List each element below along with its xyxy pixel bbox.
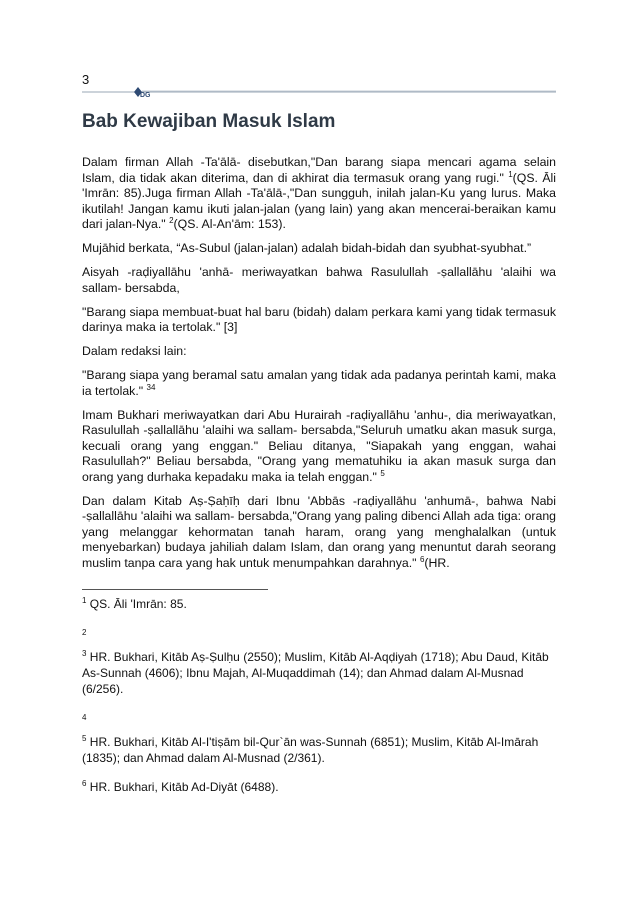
page-title: Bab Kewajiban Masuk Islam xyxy=(82,111,336,132)
paragraph: Aisyah -raḍiyallāhu 'anhā- meriwayatkan bahwa Rasulullah -ṣallallāhu 'alaihi wa sallam- bersabda, xyxy=(82,265,556,295)
footnote-ref[interactable]: 1 xyxy=(508,169,513,179)
paragraph-text: (QS. Al-An'ām: 153). xyxy=(173,217,286,231)
footnote xyxy=(82,625,556,637)
footnote-number: 1 xyxy=(82,596,87,605)
footnote-divider xyxy=(82,589,268,590)
footnote xyxy=(82,734,556,766)
footnote xyxy=(82,649,556,697)
header-mark-text: DG xyxy=(140,92,151,98)
paragraph xyxy=(82,408,556,486)
footnote-text: HR. Bukhari, Kitāb Al-I'tiṣām bil-Qur`ān was-Sunnah (6851); Muslim, Kitāb Al-Imārah (1835); dan Ahmad dalam Al-Musnad (2/361). xyxy=(82,735,539,765)
footnote-ref[interactable]: 5 xyxy=(380,468,385,478)
paragraph-text: "Barang siapa yang beramal satu amalan yang tidak ada padanya perintah kami, maka ia tertolak." xyxy=(82,368,556,398)
paragraph-text: (HR. xyxy=(424,555,450,570)
footnote xyxy=(82,710,556,722)
footnote-text: QS. Āli 'Imrān: 85. xyxy=(86,597,187,611)
paragraph: "Barang siapa membuat-buat hal baru (bidah) dalam perkara kami yang tidak termasuk darinya maka ia tertolak." [3] xyxy=(82,304,556,334)
header-divider-logo xyxy=(82,86,556,98)
footnote-text: HR. Bukhari, Kitāb Ad-Diyāt (6488). xyxy=(86,780,279,794)
paragraph-text: (QS. Āli 'Imrān: 85).Juga firman Allah -Ta'ālā-,"Dan sungguh, inilah jalan-Ku yang lurus. Maka ikutilah! Jangan kamu ikuti jalan-jalan (yang lain) yang akan mencerai-beraikan kamu dari jalan-Nya." xyxy=(82,170,556,231)
footnote-ref[interactable]: 2 xyxy=(169,215,174,225)
footnote-ref[interactable]: 34 xyxy=(146,382,156,392)
paragraph-text: Dan dalam Kitab Aṣ-Ṣaḥīḥ dari Ibnu 'Abbās -raḍiyallāhu 'anhumā-, bahwa Nabi -ṣallallāhu 'alaihi wa sallam- bersabda,"Orang yang paling dibenci Allah ada tiga: orang yang melanggar kehormatan tanah haram, orang yang menghalalkan (untuk menyebarkan) budaya jahiliah dalam Islam, dan orang yang menuntut darah seorang muslim tanpa cara yang hak untuk menumpahkan darahnya." xyxy=(82,493,556,570)
footnote-number: 6 xyxy=(82,779,87,788)
footnote-number: 5 xyxy=(82,734,87,743)
footnote-number: 3 xyxy=(82,649,87,658)
paragraph: Mujāhid berkata, “As-Subul (jalan-jalan) adalah bidah-bidah dan syubhat-syubhat.” xyxy=(82,241,532,255)
footnotes xyxy=(82,596,556,808)
document-body xyxy=(82,155,556,580)
paragraph-text: Dalam firman Allah -Ta'ālā- disebutkan,"Dan barang siapa mencari agama selain Islam, dia tidak akan diterima, dan di akhirat dia termasuk orang yang rugi." xyxy=(82,155,556,185)
footnote xyxy=(82,779,556,795)
footnote-number: 2 xyxy=(82,628,87,637)
footnote-text: HR. Bukhari, Kitāb Aṣ-Ṣulḥu (2550); Muslim, Kitāb Al-Aqḍiyah (1718); Abu Daud, Kitāb As-Sunnah (4606); Ibnu Majah, Al-Muqaddimah (14); dan Ahmad dalam Al-Musnad (6/256). xyxy=(82,650,549,696)
paragraph-text: Imam Bukhari meriwayatkan dari Abu Hurairah -raḍiyallāhu 'anhu-, dia meriwayatkan, Rasulullah -ṣallallāhu 'alaihi wa sallam- bersabda,"Seluruh umatku akan masuk surga, kecuali orang yang enggan." Beliau ditanya, "Siapakah yang enggan, wahai Rasulullah?" Beliau bersabda, "Orang yang mematuhiku ia akan masuk surga dan orang yang durhaka kepadaku maka ia telah enggan." xyxy=(82,407,556,484)
paragraph xyxy=(82,368,556,399)
page-number: 3 xyxy=(82,72,90,87)
footnote xyxy=(82,596,556,612)
paragraph xyxy=(82,155,556,233)
footnote-number: 4 xyxy=(82,713,87,722)
footnote-ref[interactable]: 6 xyxy=(419,554,425,564)
paragraph: Dalam redaksi lain: xyxy=(82,344,187,358)
paragraph xyxy=(82,494,556,572)
